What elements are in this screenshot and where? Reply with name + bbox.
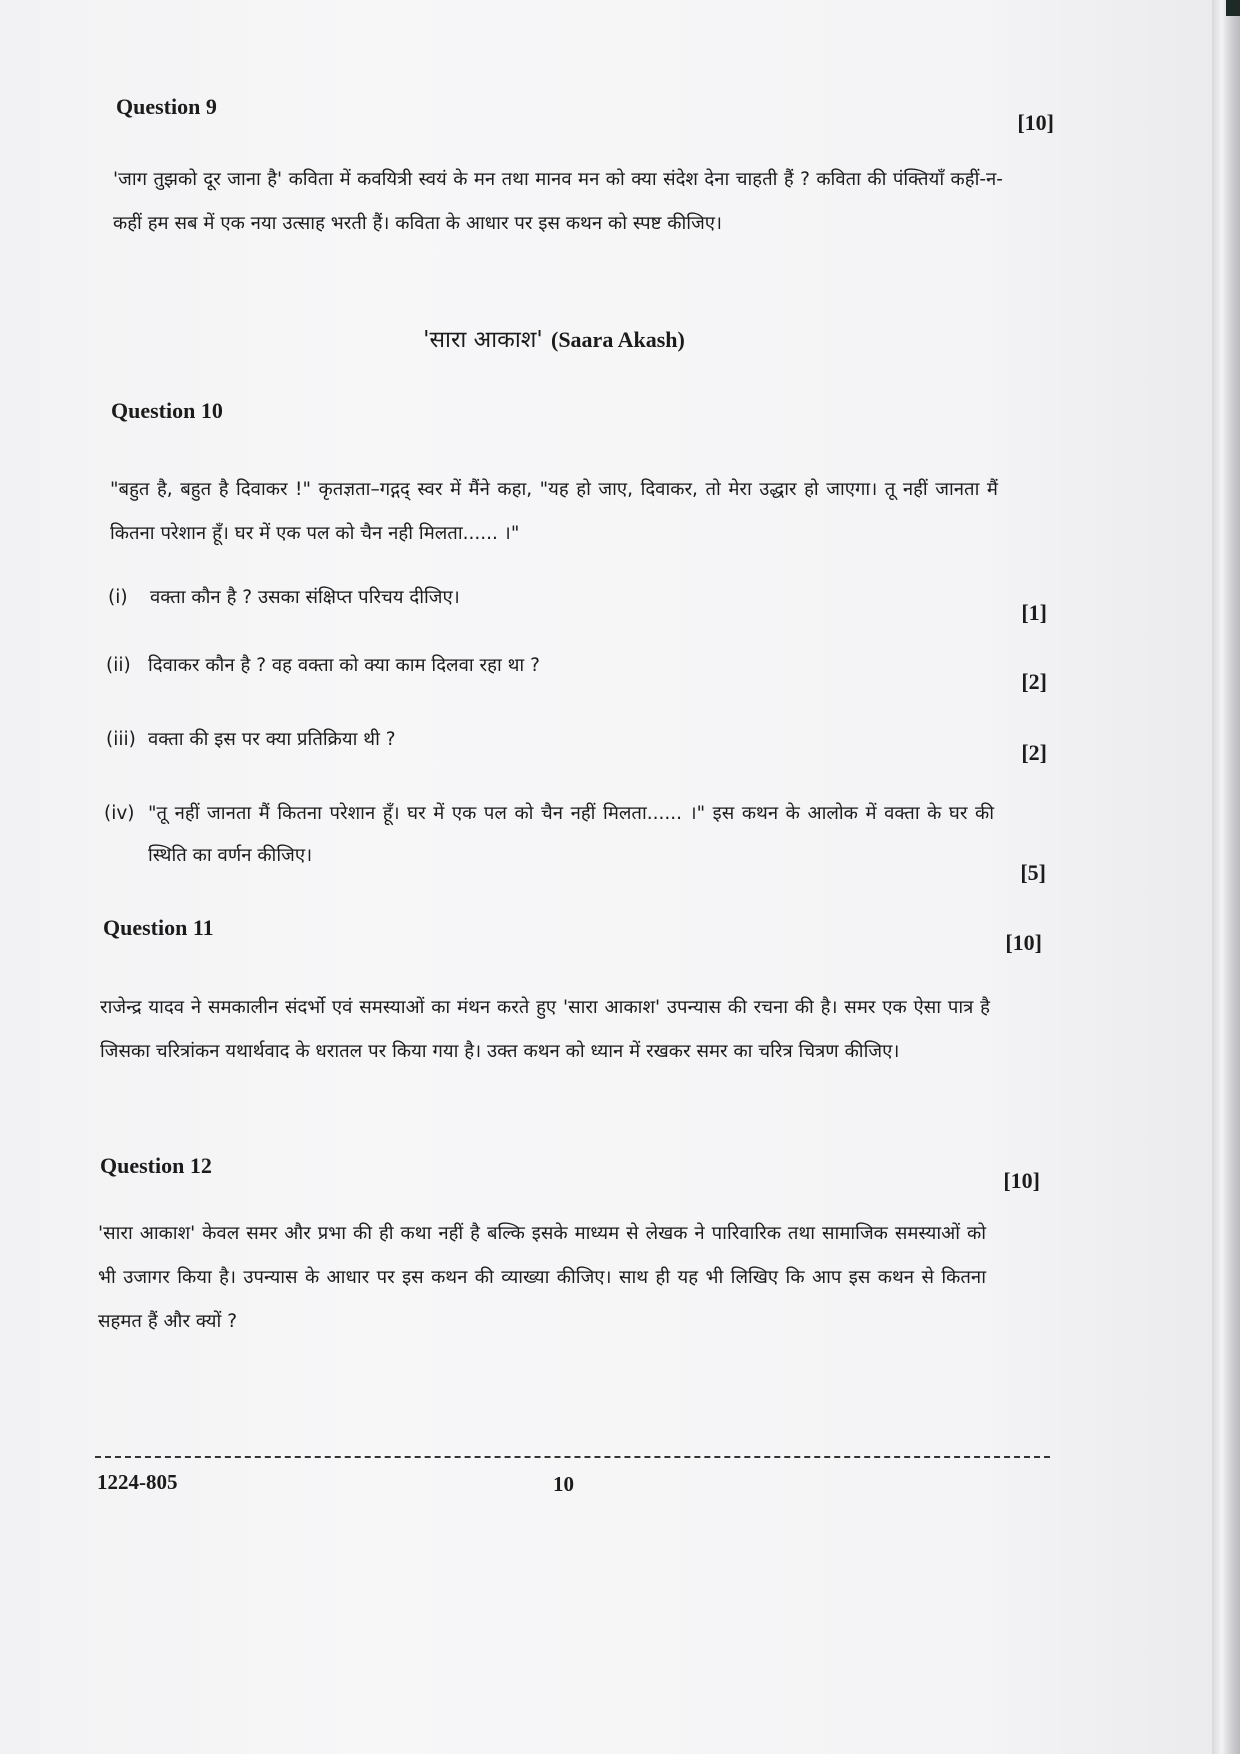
question-10-passage: "बहुत है, बहुत है दिवाकर !" कृतज्ञता–गद्गद् स्वर में मैंने कहा, "यह हो जाए, दिवाकर, तो मेरा उद्धार हो जाएगा। तू नहीं जानता मैं कितना परेशान हूँ। घर में एक पल को चैन नही मिलता...... ।"	[110, 479, 998, 544]
part-text: वक्ता कौन है ? उसका संक्षिप्त परिचय दीजिए।	[150, 587, 460, 608]
part-number: (i)	[108, 587, 128, 608]
question-9-text: 'जाग तुझको दूर जाना है' कविता में कवयित्री स्वयं के मन तथा मानव मन को क्या संदेश देना चाहती हैं ? कविता की पंक्तियाँ कहीं-न-कहीं हम सब में एक नया उत्साह भरती हैं। कविता के आधार पर इस कथन को स्पष्ट कीजिए।	[113, 169, 1003, 234]
part-number: (iv)	[104, 803, 135, 824]
part-text: "तू नहीं जानता मैं कितना परेशान हूँ। घर में एक पल को चैन नहीं मिलता...... ।" इस कथन के आलोक में वक्ता के घर की स्थिति का वर्णन कीजिए।	[148, 803, 994, 866]
question-11-text: राजेन्द्र यादव ने समकालीन संदर्भो एवं समस्याओं का मंथन करते हुए 'सारा आकाश' उपन्यास की रचना की है। समर एक ऐसा पात्र है जिसका चरित्रांकन यथार्थवाद के धरातल पर किया गया है। उक्त कथन को ध्यान में रखकर समर का चरित्र चित्रण कीजिए।	[100, 997, 990, 1062]
question-12-marks: [10]	[1003, 1168, 1040, 1193]
section-heading-english: (Saara Akash)	[551, 327, 685, 352]
question-9-marks: [10]	[1017, 110, 1054, 135]
question-12-text: 'सारा आकाश' केवल समर और प्रभा की ही कथा नहीं है बल्कि इसके माध्यम से लेखक ने पारिवारिक तथा सामाजिक समस्याओं को भी उजागर किया है। उपन्यास के आधार पर इस कथन की व्याख्या कीजिए। साथ ही यह भी लिखिए कि आप इस कथन से कितना सहमत हैं और क्यों ?	[98, 1223, 986, 1332]
question-10-part-iii	[106, 719, 906, 761]
question-10-part-i	[108, 577, 908, 619]
question-10-part-ii-marks: [2]	[1021, 669, 1047, 694]
question-10-title: Question 10	[111, 398, 223, 423]
page-number: 10	[553, 1472, 574, 1496]
footer-divider	[95, 1456, 1050, 1458]
question-10-part-iv-marks: [5]	[1020, 860, 1046, 885]
section-heading	[354, 322, 754, 354]
question-10-part-iv	[104, 793, 994, 877]
section-heading-hindi: 'सारा आकाश'	[423, 327, 543, 353]
part-text: दिवाकर कौन है ? वह वक्ता को क्या काम दिलवा रहा था ?	[148, 655, 540, 676]
page-edge-shadow	[1212, 0, 1240, 1754]
part-text: वक्ता की इस पर क्या प्रतिक्रिया थी ?	[148, 729, 396, 750]
part-number: (ii)	[106, 655, 131, 676]
question-9-title: Question 9	[116, 94, 217, 119]
question-10-part-ii	[106, 645, 906, 687]
question-10-part-iii-marks: [2]	[1021, 740, 1047, 765]
question-11-title: Question 11	[103, 915, 214, 940]
footer-code: 1224-805	[97, 1470, 178, 1494]
question-11-marks: [10]	[1005, 930, 1042, 955]
corner-mark	[1226, 0, 1240, 16]
question-10-part-i-marks: [1]	[1021, 600, 1047, 625]
part-number: (iii)	[106, 729, 136, 750]
question-12-title: Question 12	[100, 1153, 212, 1178]
